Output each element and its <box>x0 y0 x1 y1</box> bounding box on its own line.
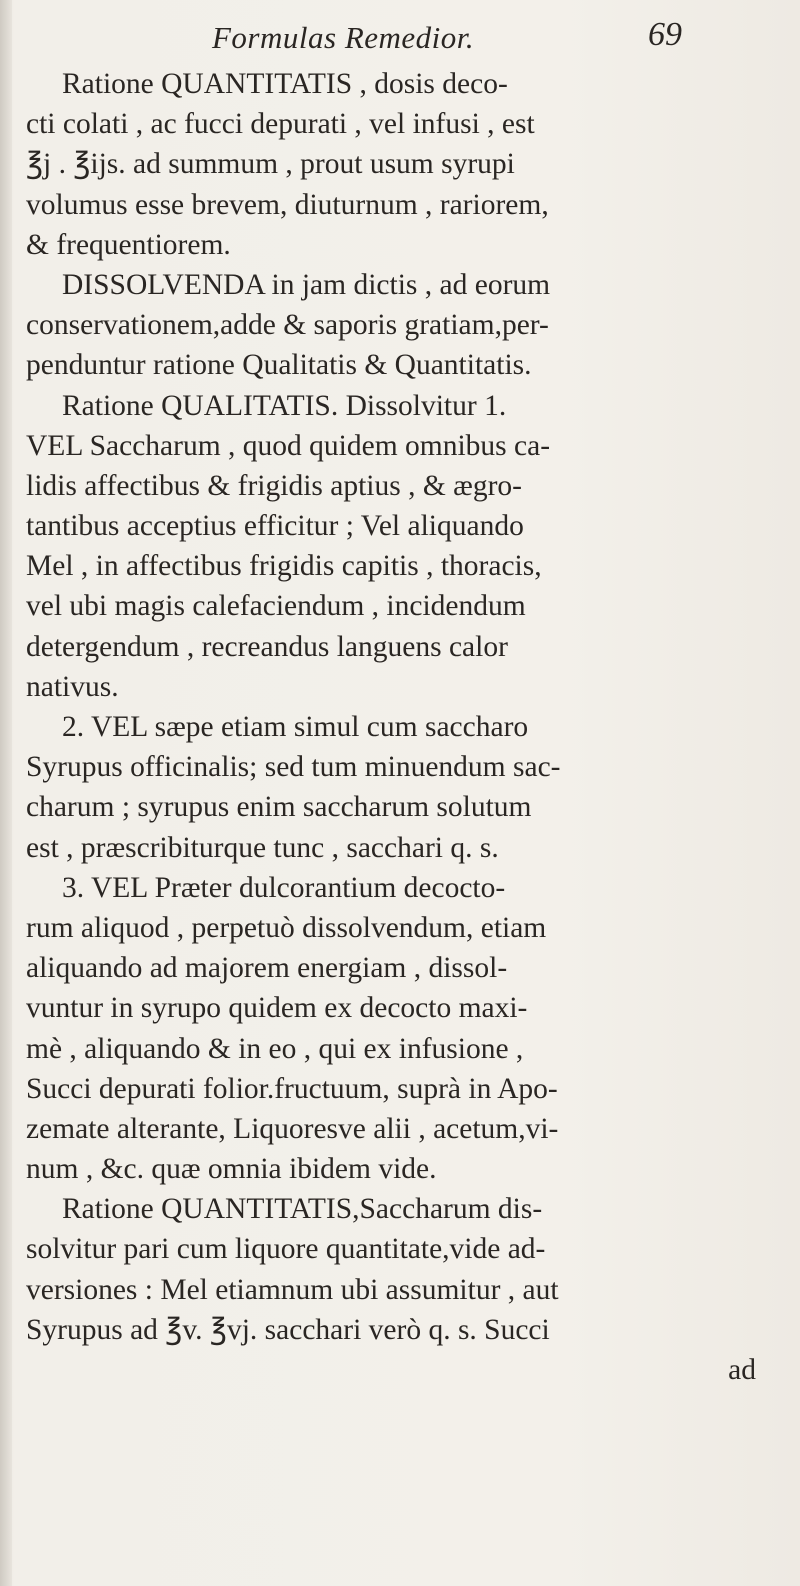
text-line: 3. VEL Præter dulcorantium decocto- <box>62 871 506 904</box>
text-line: vel ubi magis calefaciendum , incidendum <box>26 590 526 623</box>
text-line: ℥j . ℥ijs. ad summum , prout usum syrupi <box>26 148 515 181</box>
text-line: Syrupus officinalis; sed tum minuendum sac- <box>26 751 561 784</box>
text-line: Succi depurati folior.fructuum, suprà in Apo- <box>26 1072 558 1105</box>
text-line: Syrupus ad ℥v. ℥vj. sacchari verò q. s. Succi <box>26 1313 550 1346</box>
page-header <box>0 14 800 54</box>
text-line: Mel , in affectibus frigidis capitis , thoracis, <box>26 550 542 583</box>
text-line: solvitur pari cum liquore quantitate,vide ad- <box>26 1233 546 1266</box>
text-line: cti colati , ac fucci depurati , vel infusi , est <box>26 108 535 141</box>
text-line: vuntur in syrupo quidem ex decocto maxi- <box>26 992 528 1025</box>
text-line: rum aliquod , perpetuò dissolvendum, etiam <box>26 911 547 944</box>
text-line: penduntur ratione Qualitatis & Quantitatis. <box>26 349 532 382</box>
text-line: mè , aliquando & in eo , qui ex infusione , <box>26 1032 524 1065</box>
text-line: VEL Saccharum , quod quidem omnibus ca- <box>26 429 551 462</box>
text-line: lidis affectibus & frigidis aptius , & ægro- <box>26 469 522 502</box>
text-line: DISSOLVENDA in jam dictis , ad eorum <box>62 268 551 301</box>
text-line: zemate alterante, Liquoresve alii , acetum,vi- <box>26 1112 559 1145</box>
text-line: num , &c. quæ omnia ibidem vide. <box>26 1153 437 1186</box>
running-head: Formulas Remedior. <box>212 20 475 55</box>
text-line: Ratione QUANTITATIS,Saccharum dis- <box>62 1193 543 1226</box>
page-gutter <box>0 0 12 1586</box>
text-line: volumus esse brevem, diuturnum , rariorem, <box>26 188 549 221</box>
text-line: versiones : Mel etiamnum ubi assumitur , aut <box>26 1273 559 1306</box>
text-line: Ratione QUANTITATIS , dosis deco- <box>62 68 508 100</box>
text-line: 2. VEL sæpe etiam simul cum saccharo <box>62 711 529 743</box>
text-block <box>26 64 766 1390</box>
page-number: 69 <box>648 16 682 53</box>
text-line: nativus. <box>26 670 119 703</box>
text-line: tantibus acceptius efficitur ; Vel aliquando <box>26 510 524 543</box>
text-line: aliquando ad majorem energiam , dissol- <box>26 952 508 985</box>
text-line: detergendum , recreandus languens calor <box>26 630 508 663</box>
catchword: ad <box>728 1354 756 1386</box>
text-line: est , præscribiturque tunc , sacchari q. s. <box>26 831 499 864</box>
text-line: conservationem,adde & saporis gratiam,per- <box>26 309 549 342</box>
text-line: & frequentiorem. <box>26 228 231 261</box>
text-line: charum ; syrupus enim saccharum solutum <box>26 791 532 824</box>
text-line: Ratione QUALITATIS. Dissolvitur 1. <box>62 389 507 422</box>
